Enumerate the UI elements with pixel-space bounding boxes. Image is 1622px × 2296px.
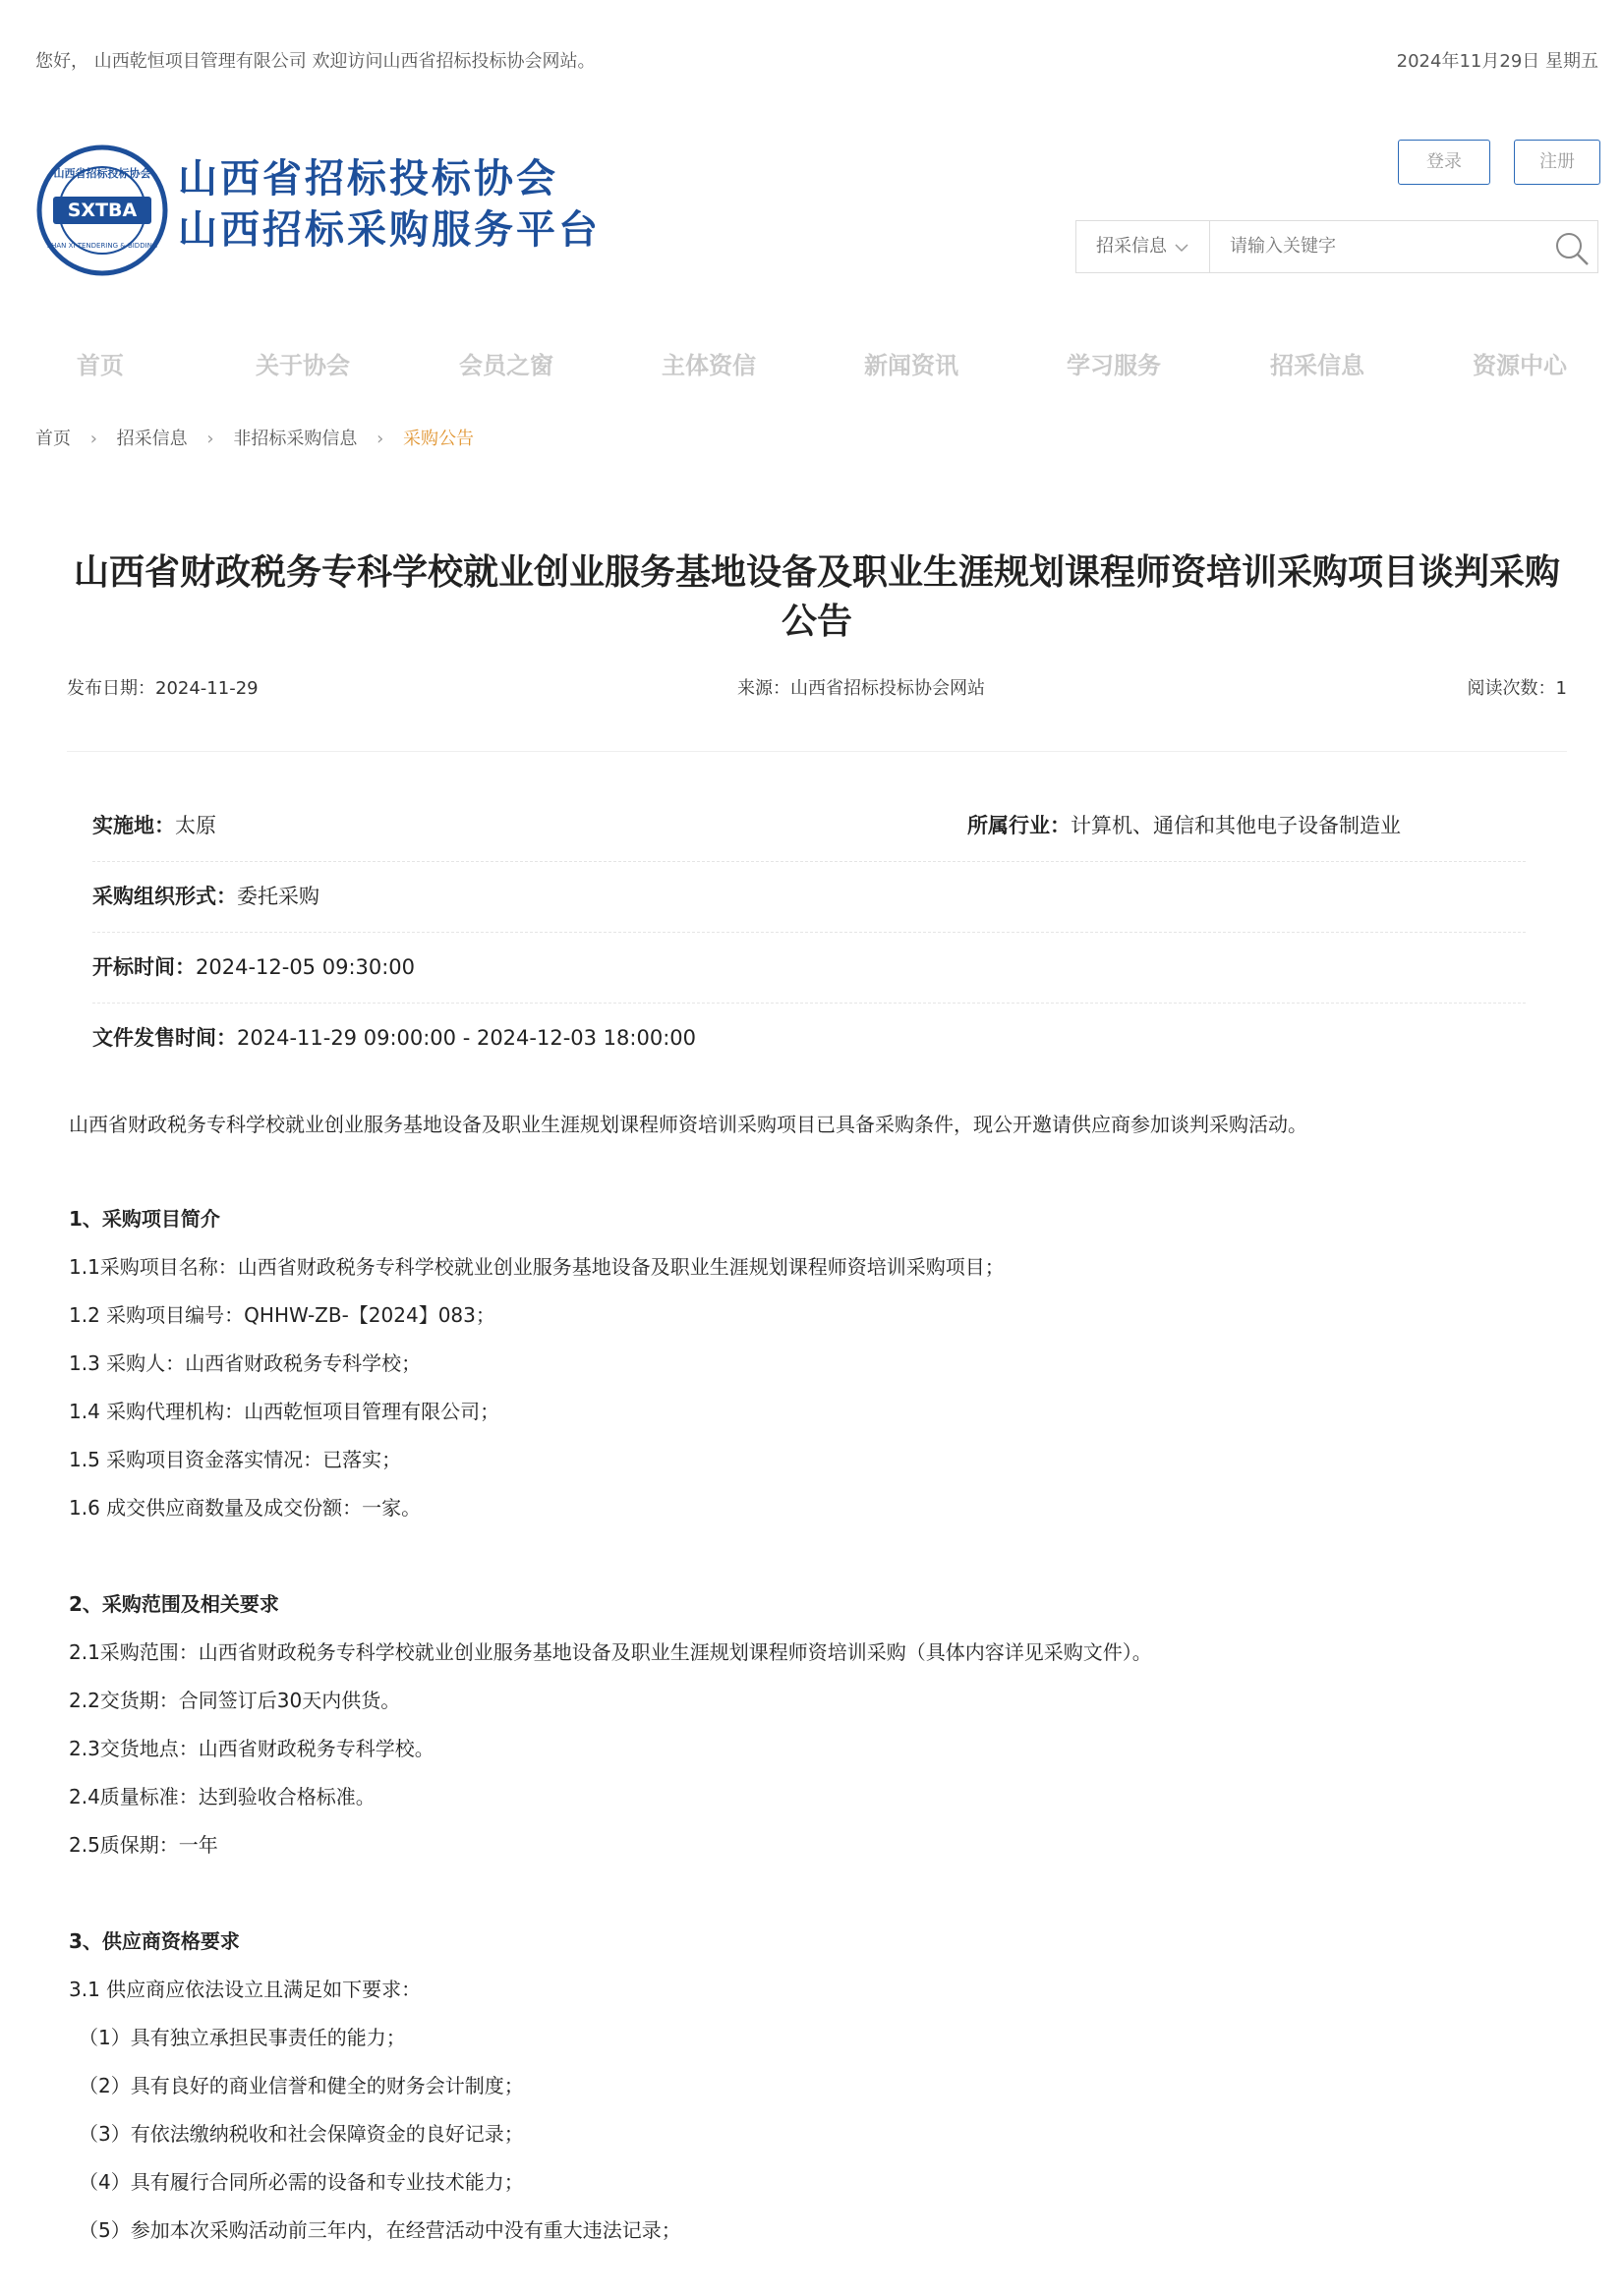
list-item: （1）具有独立承担民事责任的能力； xyxy=(79,2026,406,2049)
search-icon[interactable] xyxy=(1554,231,1590,266)
open-time-label: 开标时间： xyxy=(92,955,196,979)
register-button[interactable]: 注册 xyxy=(1514,140,1600,185)
place-label: 实施地： xyxy=(92,814,175,837)
list-item: 1.2 采购项目编号：QHHW-ZB-【2024】083； xyxy=(69,1303,495,1327)
list-item: 2.1采购范围：山西省财政税务专科学校就业创业服务基地设备及职业生涯规划课程师资培训采购（具体内容详见采购文件）。 xyxy=(69,1640,1152,1664)
nav-about[interactable]: 关于协会 xyxy=(256,352,350,379)
chevron-right-icon: › xyxy=(206,429,214,449)
logo-emblem-icon xyxy=(35,144,169,277)
list-item: 2.4质量标准：达到验收合格标准。 xyxy=(69,1785,376,1808)
list-item: （3）有依法缴纳税收和社会保障资金的良好记录； xyxy=(79,2122,524,2146)
breadcrumb xyxy=(35,425,474,450)
open-time-value: 2024-12-05 09:30:00 xyxy=(196,955,416,979)
search-input[interactable] xyxy=(1230,221,1525,272)
list-item: 1.4 采购代理机构：山西乾恒项目管理有限公司； xyxy=(69,1400,500,1423)
logo-line-1: 山西省招标投标协会 xyxy=(178,156,558,201)
welcome-text: 您好， 山西乾恒项目管理有限公司 欢迎访问山西省招标投标协会网站。 xyxy=(35,51,596,72)
divider xyxy=(67,751,1567,752)
list-item: 2.3交货地点：山西省财政税务专科学校。 xyxy=(69,1737,434,1760)
chevron-down-icon xyxy=(1175,243,1188,253)
logo-emblem-ring-en: SHAN XI TENDERING & BIDDING xyxy=(46,242,158,250)
org-value: 委托采购 xyxy=(237,885,319,908)
list-item: （4）具有履行合同所必需的设备和专业技术能力； xyxy=(79,2170,524,2194)
industry-label: 所属行业： xyxy=(967,814,1071,837)
login-button[interactable]: 登录 xyxy=(1398,140,1490,185)
nav-procurement[interactable]: 招采信息 xyxy=(1270,352,1364,379)
breadcrumb-current: 采购公告 xyxy=(403,429,475,449)
nav-learning[interactable]: 学习服务 xyxy=(1067,352,1161,379)
info-row-open-time xyxy=(92,932,1526,1004)
list-item: （2）具有良好的商业信誉和健全的财务会计制度； xyxy=(79,2074,524,2097)
list-item: （5）参加本次采购活动前三年内，在经营活动中没有重大违法记录； xyxy=(79,2218,681,2242)
info-row-doc-time xyxy=(92,1003,1526,1073)
section-2-heading: 2、采购范围及相关要求 xyxy=(69,1592,279,1616)
logo-emblem-ring-text: 山西省招标投标协会 xyxy=(53,167,151,180)
article-source: 来源：山西省招标投标协会网站 xyxy=(737,678,985,699)
section-3-heading: 3、供应商资格要求 xyxy=(69,1929,240,1953)
nav-news[interactable]: 新闻资讯 xyxy=(864,352,958,379)
chevron-right-icon: › xyxy=(89,429,97,449)
project-info xyxy=(67,790,1551,1085)
search-category-select[interactable] xyxy=(1076,221,1210,272)
page-title: 山西省财政税务专科学校就业创业服务基地设备及职业生涯规划课程师资培训采购项目谈判采购公告 xyxy=(73,552,1560,642)
breadcrumb-home[interactable]: 首页 xyxy=(35,429,71,449)
top-bar xyxy=(35,47,1598,77)
logo-emblem-abbr: SXTBA xyxy=(67,200,138,221)
nav-credit[interactable]: 主体资信 xyxy=(662,352,756,379)
search-bar xyxy=(1075,220,1598,273)
main-nav xyxy=(35,346,1596,387)
breadcrumb-procurement[interactable]: 招采信息 xyxy=(116,429,188,449)
doc-time-label: 文件发售时间： xyxy=(92,1026,237,1050)
publish-date: 发布日期：2024-11-29 xyxy=(67,678,259,699)
doc-time-value: 2024-11-29 09:00:00 - 2024-12-03 18:00:00 xyxy=(237,1026,696,1050)
industry xyxy=(967,790,1401,861)
list-item: 3.1 供应商应依法设立且满足如下要求： xyxy=(69,1978,422,2001)
chevron-right-icon: › xyxy=(377,429,384,449)
date-text: 2024年11月29日 星期五 xyxy=(1396,51,1598,72)
nav-members[interactable]: 会员之窗 xyxy=(459,352,553,379)
search-category-label: 招采信息 xyxy=(1096,236,1167,257)
list-item: 2.5质保期：一年 xyxy=(69,1833,218,1857)
list-item: 1.1采购项目名称：山西省财政税务专科学校就业创业服务基地设备及职业生涯规划课程师资培训采购项目； xyxy=(69,1255,1005,1279)
nav-home[interactable]: 首页 xyxy=(77,352,124,379)
read-count: 阅读次数：1 xyxy=(1467,678,1567,699)
list-item: 1.5 采购项目资金落实情况：已落实； xyxy=(69,1448,402,1471)
site-logo[interactable] xyxy=(35,144,601,277)
list-item: 2.2交货期：合同签订后30天内供货。 xyxy=(69,1689,401,1712)
industry-value: 计算机、通信和其他电子设备制造业 xyxy=(1071,814,1401,837)
section-1-heading: 1、采购项目简介 xyxy=(69,1207,220,1231)
list-item: 1.3 采购人：山西省财政税务专科学校； xyxy=(69,1351,422,1375)
place-value: 太原 xyxy=(175,814,216,837)
logo-text xyxy=(178,153,601,256)
intro-paragraph: 山西省财政税务专科学校就业创业服务基地设备及职业生涯规划课程师资培训采购项目已具备采购条件，现公开邀请供应商参加谈判采购活动。 xyxy=(69,1113,1307,1136)
breadcrumb-non-tender[interactable]: 非招标采购信息 xyxy=(233,429,358,449)
nav-resources[interactable]: 资源中心 xyxy=(1473,352,1567,379)
org-label: 采购组织形式： xyxy=(92,885,237,908)
list-item: 1.6 成交供应商数量及成交份额：一家。 xyxy=(69,1496,422,1520)
info-row-location xyxy=(92,790,1526,862)
info-row-org xyxy=(92,861,1526,933)
logo-line-2: 山西招标采购服务平台 xyxy=(178,207,601,253)
